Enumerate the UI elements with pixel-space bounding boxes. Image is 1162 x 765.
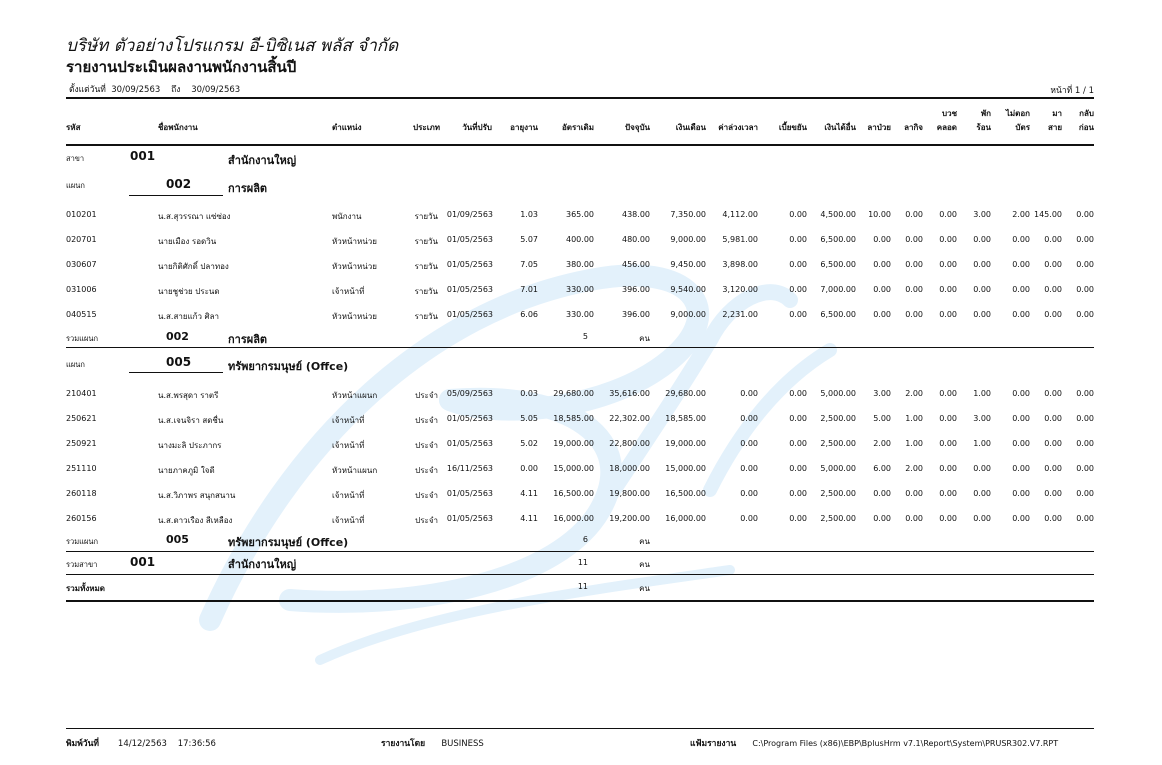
current-rate-cell: 19,800.00 <box>609 489 650 498</box>
emp-position-cell: หัวหน้าแผนก <box>332 466 378 475</box>
department-label: แผนก <box>66 360 85 369</box>
department-name: ทรัพยากรมนุษย์ (Offce) <box>228 360 349 373</box>
rest-leave-cell: 1.00 <box>973 389 991 398</box>
come-late-cell: 0.00 <box>1044 414 1062 423</box>
allowance-cell: 0.00 <box>789 514 807 523</box>
overtime-cell: 3,898.00 <box>722 260 758 269</box>
branch-sum-name: สำนักงานใหญ่ <box>228 558 297 571</box>
sick-leave-cell: 0.00 <box>873 310 891 319</box>
branch-sum-code: 001 <box>130 555 156 569</box>
other-income-cell: 2,500.00 <box>820 414 856 423</box>
rest-leave-cell: 1.00 <box>973 439 991 448</box>
tenure-cell: 4.11 <box>520 489 538 498</box>
emp-code-cell: 020701 <box>66 235 97 244</box>
allowance-cell: 0.00 <box>789 439 807 448</box>
allowance-cell: 0.00 <box>789 389 807 398</box>
emp-type-cell: ประจำ <box>415 516 438 525</box>
department-name: การผลิต <box>228 182 268 195</box>
col-noscan-top: ไม่ตอก <box>1005 109 1030 118</box>
ordain-leave-cell: 0.00 <box>939 260 957 269</box>
adjust-date-cell: 01/05/2563 <box>446 489 493 498</box>
no-scan-cell: 2.00 <box>1012 210 1030 219</box>
department-sum-name: การผลิต <box>228 333 268 346</box>
branch-code: 001 <box>130 149 156 163</box>
header-top-rule <box>66 97 1094 99</box>
business-leave-cell: 0.00 <box>905 285 923 294</box>
department-sum-code: 005 <box>166 533 189 546</box>
adjust-date-cell: 01/05/2563 <box>446 514 493 523</box>
rest-leave-cell: 3.00 <box>973 414 991 423</box>
business-leave-cell: 0.00 <box>905 210 923 219</box>
other-income-cell: 6,500.00 <box>820 260 856 269</box>
date-to: 30/09/2563 <box>191 85 241 95</box>
col-name: ชื่อพนักงาน <box>158 123 198 132</box>
allowance-cell: 0.00 <box>789 464 807 473</box>
rest-leave-cell: 0.00 <box>973 310 991 319</box>
date-range <box>69 82 240 96</box>
col-code: รหัส <box>66 123 81 132</box>
header-bottom-rule <box>66 144 1094 146</box>
col-ordain-top: บวช <box>942 109 957 118</box>
col-allowance: เบี้ยขยัน <box>778 123 807 132</box>
department-sum-unit: คน <box>639 334 650 343</box>
emp-code-cell: 210401 <box>66 389 97 398</box>
ordain-leave-cell: 0.00 <box>939 439 957 448</box>
col-late-top: มา <box>1052 109 1062 118</box>
emp-name-cell: นายภาคภูมิ ใจดี <box>158 466 215 475</box>
emp-position-cell: เจ้าหน้าที่ <box>332 491 365 500</box>
allowance-cell: 0.00 <box>789 260 807 269</box>
leave-early-cell: 0.00 <box>1076 389 1094 398</box>
footer-file <box>690 736 1058 750</box>
overtime-cell: 0.00 <box>740 439 758 448</box>
by-label: รายงานโดย <box>381 739 426 749</box>
old-rate-cell: 16,500.00 <box>553 489 594 498</box>
ordain-leave-cell: 0.00 <box>939 310 957 319</box>
print-time: 17:36:56 <box>177 739 216 749</box>
branch-sum-rule <box>66 574 1094 575</box>
emp-type-cell: ประจำ <box>415 491 438 500</box>
old-rate-cell: 18,585.00 <box>553 414 594 423</box>
sick-leave-cell: 2.00 <box>873 439 891 448</box>
department-sum-unit: คน <box>639 537 650 546</box>
emp-position-cell: หัวหน้าหน่วย <box>332 312 377 321</box>
tenure-cell: 7.01 <box>520 285 538 294</box>
rest-leave-cell: 3.00 <box>973 210 991 219</box>
branch-sum-count: 11 <box>577 558 588 567</box>
no-scan-cell: 0.00 <box>1012 310 1030 319</box>
col-early-top: กลับ <box>1079 109 1094 118</box>
emp-type-cell: รายวัน <box>414 262 438 271</box>
no-scan-cell: 0.00 <box>1012 439 1030 448</box>
emp-code-cell: 010201 <box>66 210 97 219</box>
date-to-label: ถึง <box>171 85 181 95</box>
current-rate-cell: 480.00 <box>622 235 650 244</box>
business-leave-cell: 1.00 <box>905 439 923 448</box>
emp-code-cell: 260156 <box>66 514 97 523</box>
allowance-cell: 0.00 <box>789 235 807 244</box>
allowance-cell: 0.00 <box>789 285 807 294</box>
no-scan-cell: 0.00 <box>1012 285 1030 294</box>
business-leave-cell: 2.00 <box>905 389 923 398</box>
col-late-bot: สาย <box>1047 123 1062 132</box>
emp-position-cell: เจ้าหน้าที่ <box>332 441 365 450</box>
old-rate-cell: 365.00 <box>566 210 594 219</box>
emp-type-cell: ประจำ <box>415 441 438 450</box>
other-income-cell: 7,000.00 <box>820 285 856 294</box>
overtime-cell: 4,112.00 <box>722 210 758 219</box>
ordain-leave-cell: 0.00 <box>939 285 957 294</box>
emp-code-cell: 250921 <box>66 439 97 448</box>
emp-position-cell: หัวหน้าหน่วย <box>332 237 377 246</box>
company-name: บริษัท ตัวอย่างโปรแกรม อี-บิซิเนส พลัส จำกัด <box>66 36 399 56</box>
current-rate-cell: 18,000.00 <box>609 464 650 473</box>
emp-position-cell: หัวหน้าแผนก <box>332 391 378 400</box>
grand-total-label: รวมทั้งหมด <box>66 584 105 593</box>
salary-cell: 9,000.00 <box>670 235 706 244</box>
business-leave-cell: 1.00 <box>905 414 923 423</box>
department-sum-label: รวมแผนก <box>66 334 99 343</box>
footer-print-date <box>66 736 216 750</box>
emp-name-cell: น.ส.สายแก้ว ศิลา <box>158 312 220 321</box>
old-rate-cell: 380.00 <box>566 260 594 269</box>
ordain-leave-cell: 0.00 <box>939 514 957 523</box>
emp-type-cell: รายวัน <box>414 237 438 246</box>
salary-cell: 15,000.00 <box>665 464 706 473</box>
come-late-cell: 0.00 <box>1044 464 1062 473</box>
adjust-date-cell: 16/11/2563 <box>446 464 493 473</box>
department-sum-label: รวมแผนก <box>66 537 99 546</box>
col-rest-bot: ร้อน <box>976 123 991 132</box>
leave-early-cell: 0.00 <box>1076 285 1094 294</box>
tenure-cell: 5.02 <box>520 439 538 448</box>
emp-code-cell: 260118 <box>66 489 97 498</box>
other-income-cell: 5,000.00 <box>820 389 856 398</box>
come-late-cell: 0.00 <box>1044 389 1062 398</box>
col-rest-top: พัก <box>980 109 991 118</box>
date-from-label: ตั้งแต่วันที่ <box>69 85 106 95</box>
col-adjust-date: วันที่ปรับ <box>462 123 492 132</box>
come-late-cell: 0.00 <box>1044 489 1062 498</box>
emp-type-cell: ประจำ <box>415 391 438 400</box>
grand-total-unit: คน <box>639 584 650 593</box>
department-underline <box>129 195 223 196</box>
footer-by <box>381 736 484 750</box>
current-rate-cell: 456.00 <box>622 260 650 269</box>
rest-leave-cell: 0.00 <box>973 235 991 244</box>
other-income-cell: 2,500.00 <box>820 514 856 523</box>
current-rate-cell: 35,616.00 <box>609 389 650 398</box>
emp-type-cell: รายวัน <box>414 312 438 321</box>
department-sum-count: 6 <box>582 535 588 544</box>
file-path: C:\Program Files (x86)\EBP\BplusHrm v7.1\Report\System\PRUSR302.V7.RPT <box>752 739 1059 748</box>
overtime-cell: 0.00 <box>740 414 758 423</box>
grand-total-rule <box>66 600 1094 602</box>
adjust-date-cell: 01/05/2563 <box>446 439 493 448</box>
col-early-bot: ก่อน <box>1078 123 1094 132</box>
emp-position-cell: เจ้าหน้าที่ <box>332 416 365 425</box>
col-tenure: อายุงาน <box>510 123 538 132</box>
old-rate-cell: 19,000.00 <box>553 439 594 448</box>
emp-type-cell: รายวัน <box>414 212 438 221</box>
emp-type-cell: รายวัน <box>414 287 438 296</box>
page-number: หน้าที่ 1 / 1 <box>1050 86 1094 96</box>
ordain-leave-cell: 0.00 <box>939 464 957 473</box>
no-scan-cell: 0.00 <box>1012 389 1030 398</box>
overtime-cell: 0.00 <box>740 489 758 498</box>
rest-leave-cell: 0.00 <box>973 489 991 498</box>
col-salary: เงินเดือน <box>675 123 706 132</box>
emp-name-cell: น.ส.วิภาพร สนุกสนาน <box>158 491 236 500</box>
col-type: ประเภท <box>413 123 440 132</box>
tenure-cell: 0.00 <box>520 464 538 473</box>
salary-cell: 7,350.00 <box>670 210 706 219</box>
col-other-income: เงินได้อื่น <box>824 123 856 132</box>
department-sum-rule <box>66 551 1094 552</box>
salary-cell: 9,000.00 <box>670 310 706 319</box>
come-late-cell: 0.00 <box>1044 310 1062 319</box>
old-rate-cell: 15,000.00 <box>553 464 594 473</box>
sick-leave-cell: 6.00 <box>873 464 891 473</box>
col-overtime: ค่าล่วงเวลา <box>718 123 758 132</box>
current-rate-cell: 19,200.00 <box>609 514 650 523</box>
no-scan-cell: 0.00 <box>1012 489 1030 498</box>
department-code: 002 <box>166 177 192 191</box>
emp-position-cell: เจ้าหน้าที่ <box>332 516 365 525</box>
current-rate-cell: 22,302.00 <box>609 414 650 423</box>
leave-early-cell: 0.00 <box>1076 310 1094 319</box>
emp-name-cell: น.ส.พรสุดา ราตรี <box>158 391 219 400</box>
branch-label: สาขา <box>66 154 85 163</box>
overtime-cell: 0.00 <box>740 389 758 398</box>
tenure-cell: 5.05 <box>520 414 538 423</box>
emp-code-cell: 251110 <box>66 464 97 473</box>
no-scan-cell: 0.00 <box>1012 235 1030 244</box>
department-underline <box>129 372 223 373</box>
rest-leave-cell: 0.00 <box>973 260 991 269</box>
ordain-leave-cell: 0.00 <box>939 210 957 219</box>
no-scan-cell: 0.00 <box>1012 414 1030 423</box>
business-leave-cell: 0.00 <box>905 260 923 269</box>
emp-position-cell: หัวหน้าหน่วย <box>332 262 377 271</box>
emp-position-cell: เจ้าหน้าที่ <box>332 287 365 296</box>
emp-type-cell: ประจำ <box>415 466 438 475</box>
adjust-date-cell: 05/09/2563 <box>446 389 493 398</box>
emp-name-cell: นางมะลิ ประภากร <box>158 441 222 450</box>
old-rate-cell: 29,680.00 <box>553 389 594 398</box>
come-late-cell: 0.00 <box>1044 285 1062 294</box>
report-title: รายงานประเมินผลงานพนักงานสิ้นปี <box>66 58 297 76</box>
ordain-leave-cell: 0.00 <box>939 389 957 398</box>
col-business: ลากิจ <box>904 123 923 132</box>
allowance-cell: 0.00 <box>789 210 807 219</box>
come-late-cell: 0.00 <box>1044 514 1062 523</box>
adjust-date-cell: 01/05/2563 <box>446 235 493 244</box>
emp-name-cell: นายกิติศักดิ์ ปลาทอง <box>158 262 229 271</box>
emp-code-cell: 040515 <box>66 310 97 319</box>
old-rate-cell: 330.00 <box>566 285 594 294</box>
adjust-date-cell: 01/09/2563 <box>446 210 493 219</box>
leave-early-cell: 0.00 <box>1076 489 1094 498</box>
other-income-cell: 4,500.00 <box>820 210 856 219</box>
adjust-date-cell: 01/05/2563 <box>446 310 493 319</box>
branch-sum-unit: คน <box>639 560 650 569</box>
adjust-date-cell: 01/05/2563 <box>446 285 493 294</box>
salary-cell: 16,500.00 <box>665 489 706 498</box>
department-sum-rule <box>66 347 1094 348</box>
col-rate: อัตราเดิม <box>562 123 594 132</box>
department-sum-name: ทรัพยากรมนุษย์ (Offce) <box>228 536 349 549</box>
come-late-cell: 0.00 <box>1044 439 1062 448</box>
come-late-cell: 145.00 <box>1034 210 1062 219</box>
old-rate-cell: 330.00 <box>566 310 594 319</box>
business-leave-cell: 0.00 <box>905 489 923 498</box>
leave-early-cell: 0.00 <box>1076 464 1094 473</box>
date-from: 30/09/2563 <box>111 85 161 95</box>
emp-code-cell: 030607 <box>66 260 97 269</box>
col-ordain-bot: คลอด <box>936 123 957 132</box>
other-income-cell: 2,500.00 <box>820 439 856 448</box>
sick-leave-cell: 5.00 <box>873 414 891 423</box>
col-noscan-bot: บัตร <box>1015 123 1030 132</box>
tenure-cell: 1.03 <box>520 210 538 219</box>
other-income-cell: 5,000.00 <box>820 464 856 473</box>
ordain-leave-cell: 0.00 <box>939 235 957 244</box>
business-leave-cell: 2.00 <box>905 464 923 473</box>
col-sick: ลาป่วย <box>867 123 891 132</box>
emp-name-cell: น.ส.เจนจิรา สดชื่น <box>158 416 224 425</box>
other-income-cell: 6,500.00 <box>820 235 856 244</box>
overtime-cell: 5,981.00 <box>722 235 758 244</box>
department-label: แผนก <box>66 181 85 190</box>
col-position: ตำแหน่ง <box>332 123 362 132</box>
rest-leave-cell: 0.00 <box>973 285 991 294</box>
leave-early-cell: 0.00 <box>1076 235 1094 244</box>
current-rate-cell: 396.00 <box>622 310 650 319</box>
salary-cell: 29,680.00 <box>665 389 706 398</box>
footer-rule <box>66 728 1094 729</box>
overtime-cell: 2,231.00 <box>722 310 758 319</box>
overtime-cell: 0.00 <box>740 464 758 473</box>
sick-leave-cell: 3.00 <box>873 389 891 398</box>
old-rate-cell: 16,000.00 <box>553 514 594 523</box>
sick-leave-cell: 0.00 <box>873 260 891 269</box>
emp-type-cell: ประจำ <box>415 416 438 425</box>
ordain-leave-cell: 0.00 <box>939 489 957 498</box>
overtime-cell: 3,120.00 <box>722 285 758 294</box>
file-label: แฟ้มรายงาน <box>690 739 737 749</box>
emp-code-cell: 031006 <box>66 285 97 294</box>
leave-early-cell: 0.00 <box>1076 514 1094 523</box>
ordain-leave-cell: 0.00 <box>939 414 957 423</box>
no-scan-cell: 0.00 <box>1012 514 1030 523</box>
branch-sum-label: รวมสาขา <box>66 560 98 569</box>
sick-leave-cell: 0.00 <box>873 235 891 244</box>
emp-position-cell: พนักงาน <box>332 212 362 221</box>
come-late-cell: 0.00 <box>1044 235 1062 244</box>
business-leave-cell: 0.00 <box>905 514 923 523</box>
leave-early-cell: 0.00 <box>1076 210 1094 219</box>
department-sum-code: 002 <box>166 330 189 343</box>
department-code: 005 <box>166 355 192 369</box>
emp-name-cell: นายเมือง รอดวิน <box>158 237 217 246</box>
rest-leave-cell: 0.00 <box>973 514 991 523</box>
tenure-cell: 4.11 <box>520 514 538 523</box>
grand-total-count: 11 <box>577 582 588 591</box>
salary-cell: 19,000.00 <box>665 439 706 448</box>
current-rate-cell: 22,800.00 <box>609 439 650 448</box>
leave-early-cell: 0.00 <box>1076 439 1094 448</box>
rest-leave-cell: 0.00 <box>973 464 991 473</box>
adjust-date-cell: 01/05/2563 <box>446 414 493 423</box>
business-leave-cell: 0.00 <box>905 235 923 244</box>
old-rate-cell: 400.00 <box>566 235 594 244</box>
emp-name-cell: น.ส.สุวรรณา แซ่ซ่อง <box>158 212 231 221</box>
emp-code-cell: 250621 <box>66 414 97 423</box>
sick-leave-cell: 0.00 <box>873 285 891 294</box>
tenure-cell: 6.06 <box>520 310 538 319</box>
department-sum-count: 5 <box>582 332 588 341</box>
current-rate-cell: 396.00 <box>622 285 650 294</box>
overtime-cell: 0.00 <box>740 514 758 523</box>
salary-cell: 18,585.00 <box>665 414 706 423</box>
tenure-cell: 0.03 <box>520 389 538 398</box>
col-current: ปัจจุบัน <box>625 123 650 132</box>
current-rate-cell: 438.00 <box>622 210 650 219</box>
salary-cell: 9,540.00 <box>670 285 706 294</box>
tenure-cell: 7.05 <box>520 260 538 269</box>
allowance-cell: 0.00 <box>789 310 807 319</box>
other-income-cell: 2,500.00 <box>820 489 856 498</box>
by-user: BUSINESS <box>441 739 484 749</box>
leave-early-cell: 0.00 <box>1076 414 1094 423</box>
tenure-cell: 5.07 <box>520 235 538 244</box>
sick-leave-cell: 10.00 <box>868 210 891 219</box>
leave-early-cell: 0.00 <box>1076 260 1094 269</box>
salary-cell: 9,450.00 <box>670 260 706 269</box>
no-scan-cell: 0.00 <box>1012 464 1030 473</box>
come-late-cell: 0.00 <box>1044 260 1062 269</box>
no-scan-cell: 0.00 <box>1012 260 1030 269</box>
emp-name-cell: นายชูช่วย ประนด <box>158 287 220 296</box>
allowance-cell: 0.00 <box>789 489 807 498</box>
branch-name: สำนักงานใหญ่ <box>228 154 297 167</box>
other-income-cell: 6,500.00 <box>820 310 856 319</box>
print-date-label: พิมพ์วันที่ <box>66 739 99 749</box>
print-date: 14/12/2563 <box>117 739 167 749</box>
adjust-date-cell: 01/05/2563 <box>446 260 493 269</box>
allowance-cell: 0.00 <box>789 414 807 423</box>
business-leave-cell: 0.00 <box>905 310 923 319</box>
sick-leave-cell: 0.00 <box>873 514 891 523</box>
salary-cell: 16,000.00 <box>665 514 706 523</box>
emp-name-cell: น.ส.ดาวเรือง สีเหลือง <box>158 516 233 525</box>
sick-leave-cell: 0.00 <box>873 489 891 498</box>
